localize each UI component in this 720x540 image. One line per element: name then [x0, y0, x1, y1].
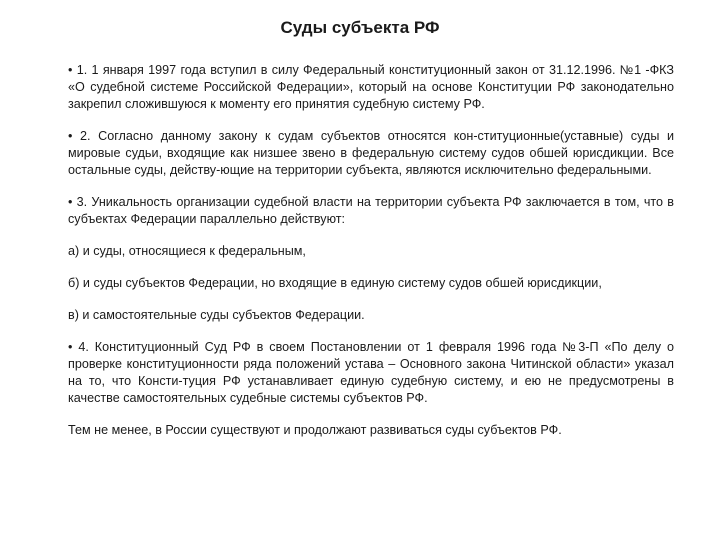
paragraph-conclusion: Тем не менее, в России существуют и продолжают развиваться суды субъектов РФ. — [68, 423, 562, 437]
paragraph-1: • 1. 1 января 1997 года вступил в силу Федеральный конституционный закон от 31.12.1996. №1 -ФКЗ «О судебной системе Российской Федерации», который на основе Конституции РФ законодательно закрепил сложившуюся к моменту его принятия судебную систему РФ. — [68, 63, 674, 111]
list-item-b: б) и суды субъектов Федерации, но входящие в единую систему судов обшей юрисдикции, — [68, 276, 602, 290]
paragraph-3: • 3. Уникальность организации судебной власти на территории субъекта РФ заключается в том, что в субъектах Федерации параллельно действуют: — [68, 195, 674, 226]
paragraph-2: • 2. Согласно данному закону к судам субъектов относятся кон-ституционные(уставные) суды и мировые судьи, входящие как низшее звено в федеральную систему судов обшей юрисдикции. Все остальные суды, действу-ющие на территории субъекта, являются исключительно федеральными. — [68, 129, 674, 177]
slide-body — [68, 62, 674, 454]
slide-title: Суды субъекта РФ — [280, 18, 440, 37]
list-item-a: а) и суды, относящиеся к федеральным, — [68, 244, 306, 258]
paragraph-4: • 4. Конституционный Суд РФ в своем Постановлении от 1 февраля 1996 года №3-П «По делу о проверке конституционности ряда положений устава – Основного закона Читинской области» указал на то, что Консти-туция РФ устанавливает единую судебную систему, и ею не предусмотрены в качестве самостоятельных судебные системы субъектов РФ. — [68, 340, 674, 405]
list-item-c: в) и самостоятельные суды субъектов Федерации. — [68, 308, 365, 322]
